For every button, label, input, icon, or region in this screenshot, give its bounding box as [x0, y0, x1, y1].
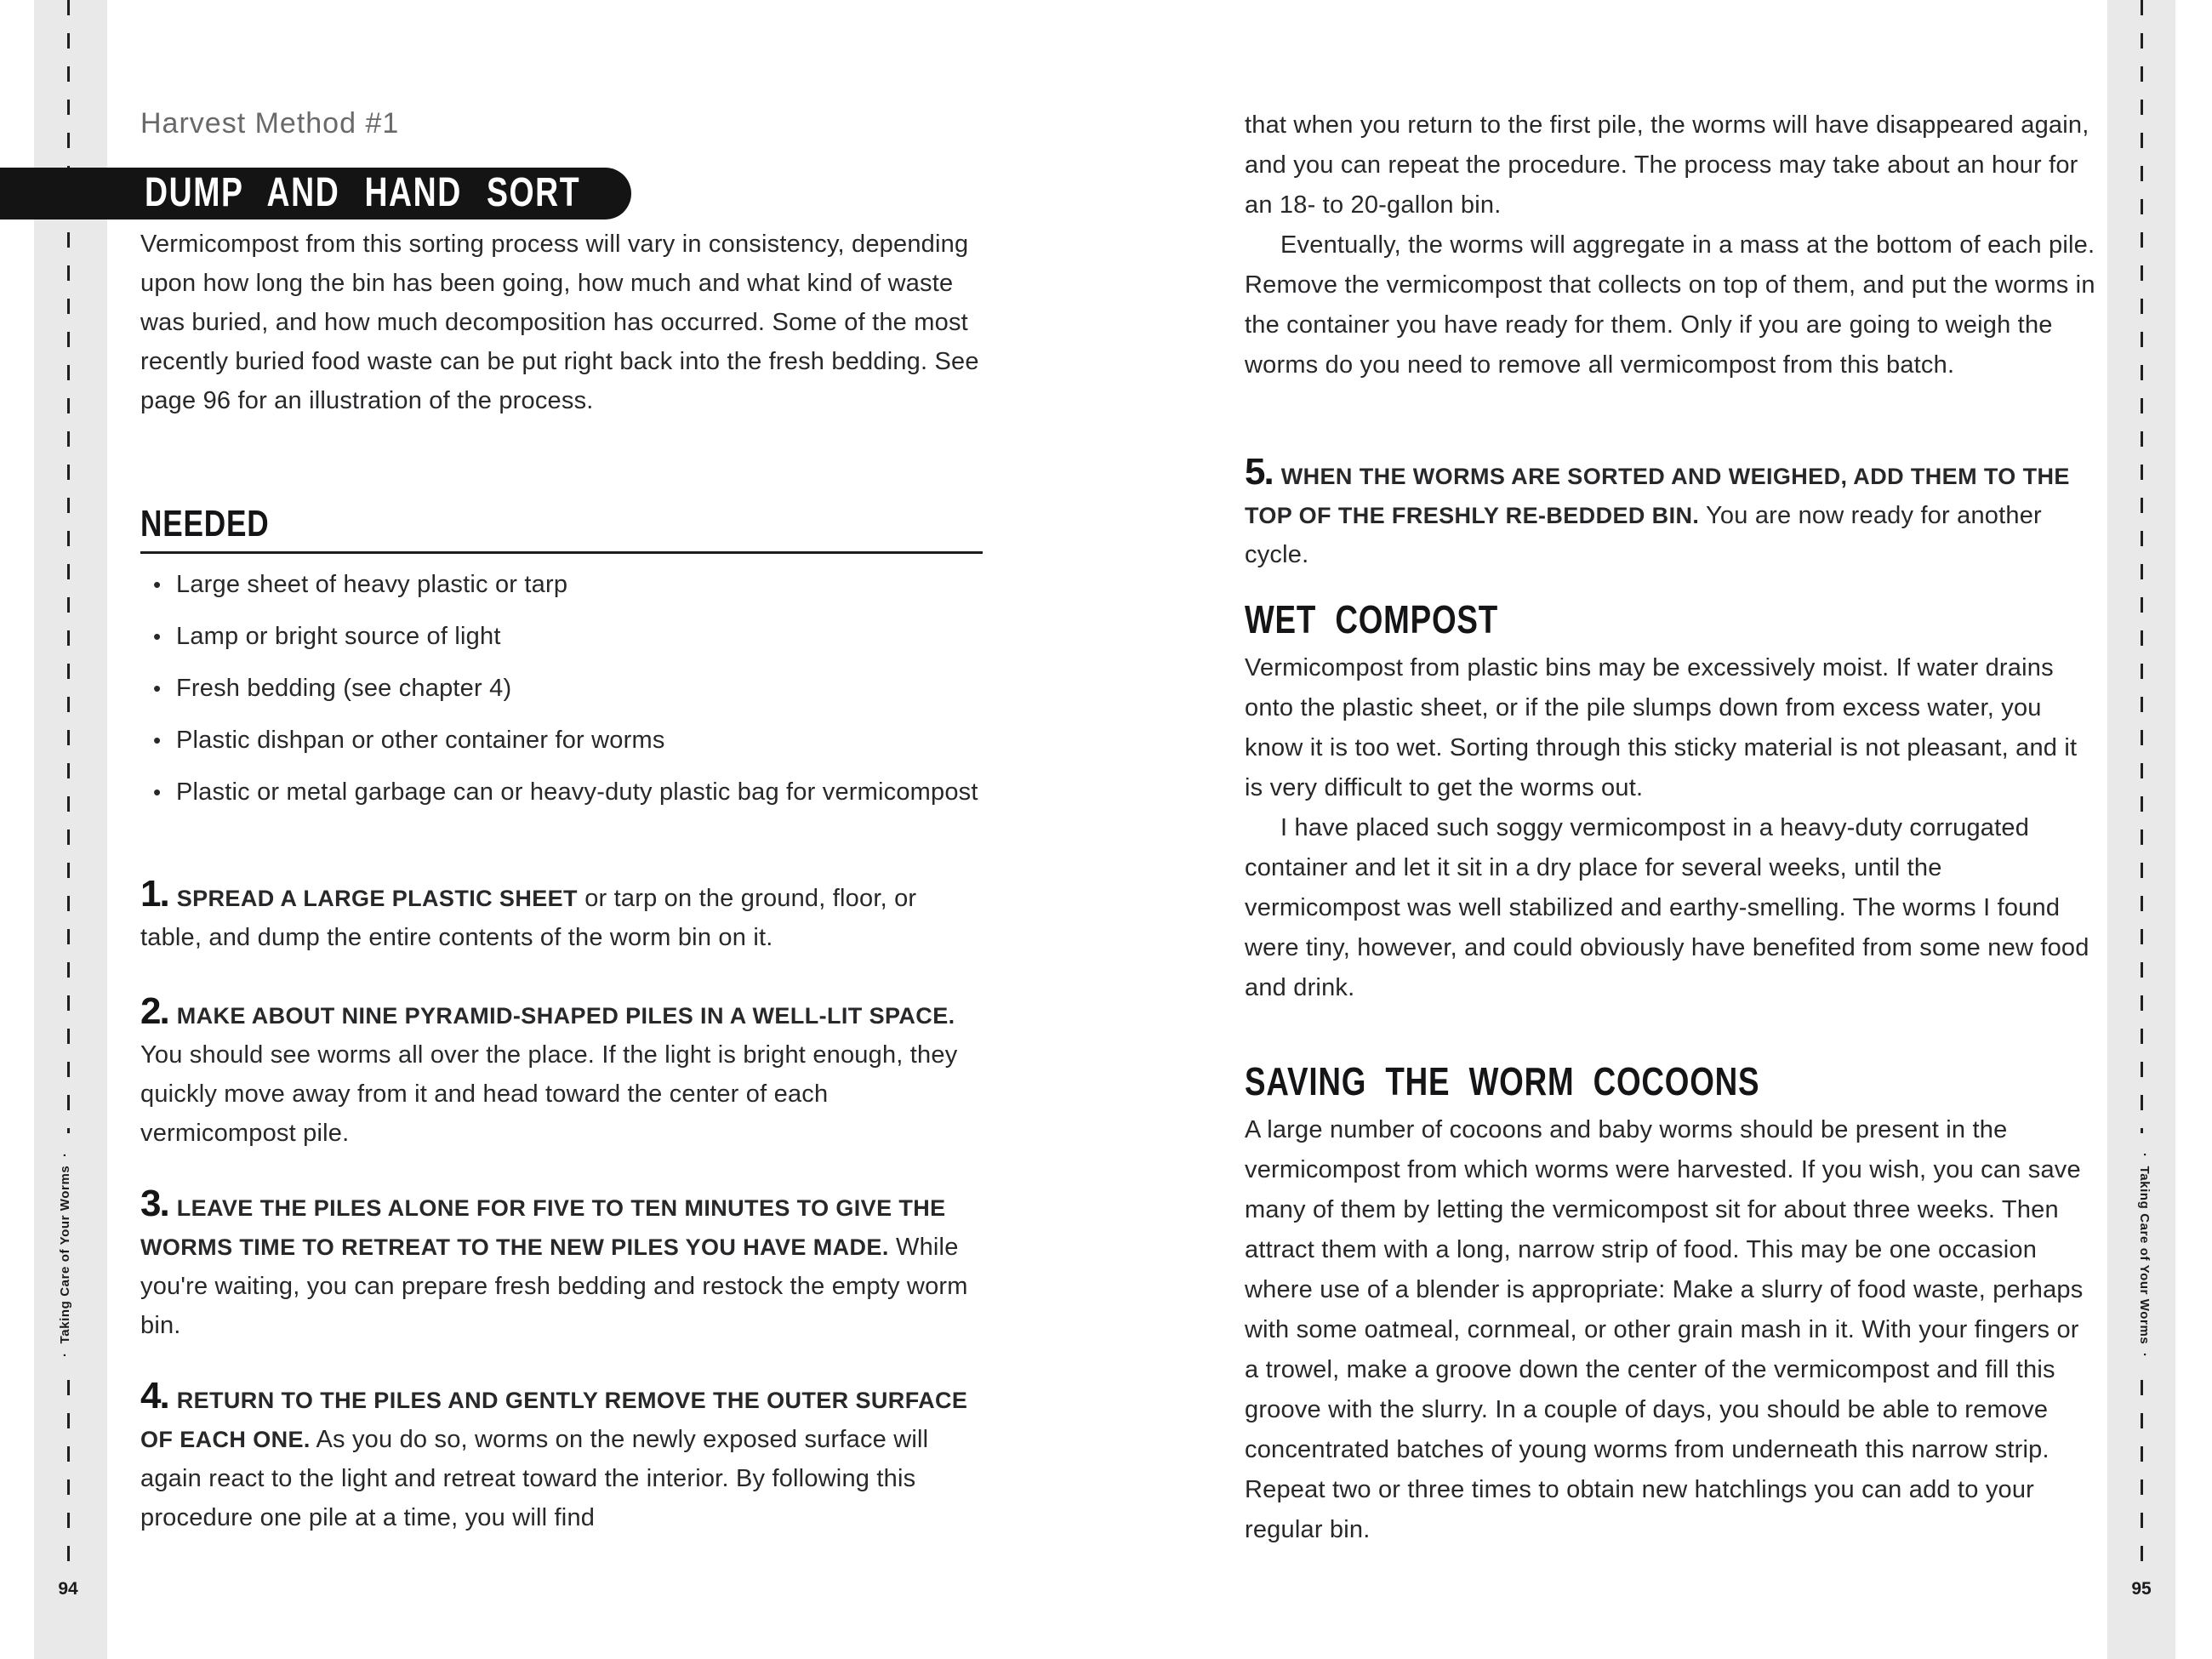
- step-lead-in: LEAVE THE PILES ALONE FOR FIVE TO TEN MINUTES TO GIVE THE WORMS TIME TO RETREAT TO THE NEW PILES YOU HAVE MADE.: [140, 1195, 946, 1260]
- list-item: • Lamp or bright source of light: [140, 617, 983, 656]
- chapter-title-vertical: Taking Care of Your Worms: [2137, 1166, 2152, 1344]
- left-dashed-rule-bottom: [67, 1380, 70, 1565]
- step-body: or tarp on the ground, floor, or table, and dump the entire contents of the worm bin on it.: [140, 885, 917, 951]
- separator-dot: ·: [58, 1352, 72, 1358]
- step-2: [140, 992, 983, 1153]
- step-1: [140, 875, 983, 957]
- step-body: As you do so, worms on the newly exposed surface will again react to the light and retreat toward the interior. By following this procedure one pile at a time, you will find: [140, 1426, 929, 1531]
- kicker-heading: Harvest Method #1: [140, 107, 400, 140]
- step-number: 4.: [140, 1375, 168, 1417]
- needed-list: [140, 565, 983, 824]
- page-number-left: 94: [58, 1579, 78, 1599]
- step-body: You are now ready for another cycle.: [1245, 502, 2042, 568]
- step-3: [140, 1184, 983, 1345]
- wet-compost-heading-block: [1245, 597, 2095, 641]
- step-lead-in: SPREAD A LARGE PLASTIC SHEET: [176, 886, 578, 911]
- right-dashed-rule-top: [2141, 0, 2143, 1133]
- needed-heading-block: [140, 505, 983, 554]
- saving-cocoons-heading: SAVING THE WORM COCOONS: [1245, 1059, 1760, 1103]
- left-chapter-sidebar-text: [58, 1137, 78, 1373]
- needed-heading: NEEDED: [140, 503, 270, 544]
- section-title-banner: [0, 168, 631, 219]
- step-lead-in: WHEN THE WORMS ARE SORTED AND WEIGHED, ADD THEM TO THE TOP OF THE FRESHLY RE-BEDDED BIN.: [1245, 464, 2070, 528]
- step-4: [140, 1377, 983, 1537]
- step-number: 5.: [1245, 451, 1273, 493]
- list-item: • Plastic or metal garbage can or heavy-duty plastic bag for vermicompost: [140, 772, 983, 812]
- right-dashed-rule-bottom: [2141, 1380, 2143, 1565]
- step-body: While you're waiting, you can prepare fresh bedding and restock the empty worm bin.: [140, 1234, 968, 1339]
- section-title: DUMP AND HAND SORT: [145, 170, 581, 215]
- continued-text-block: [1245, 105, 2095, 385]
- saving-cocoons-heading-block: [1245, 1059, 2095, 1103]
- wet-compost-heading: WET COMPOST: [1245, 597, 1499, 641]
- paragraph: I have placed such soggy vermicompost in a heavy-duty corrugated container and let it sit in a dry place for several weeks, until the vermicompost was well stabilized and earthy-smelling. The worms I found were tiny, however, and could obviously have benefited from some new food and drink.: [1245, 814, 2089, 1001]
- list-item: • Large sheet of heavy plastic or tarp: [140, 565, 983, 604]
- paragraph: that when you return to the first pile, the worms will have disappeared again, and you can repeat the procedure. The process may take about an hour for an 18- to 20-gallon bin.: [1245, 111, 2089, 219]
- intro-paragraph: Vermicompost from this sorting process will vary in consistency, depending upon how long the bin has been going, how much and what kind of waste was buried, and how much decomposition has occurred. Some of the most recently buried food waste can be put right back into the fresh bedding. See page 96 for an illustration of the process.: [140, 231, 979, 414]
- step-number: 3.: [140, 1183, 168, 1224]
- paragraph: Eventually, the worms will aggregate in a mass at the bottom of each pile. Remove the vermicompost that collects on top of them, and put the worms in the container you have ready for them. Only if you are going to weigh the worms do you need to remove all vermicompost from this batch.: [1245, 231, 2095, 379]
- paragraph: Vermicompost from plastic bins may be excessively moist. If water drains onto the plastic sheet, or if the pile slumps down from excess water, you know it is too wet. Sorting through this sticky material is not pleasant, and it is very difficult to get the worms out.: [1245, 654, 2078, 801]
- right-chapter-sidebar-text: [2131, 1137, 2152, 1373]
- left-margin-strip: [34, 0, 107, 1659]
- step-number: 1.: [140, 873, 168, 915]
- step-5: [1245, 453, 2095, 574]
- separator-dot: ·: [2137, 1152, 2152, 1158]
- list-item: • Plastic dishpan or other container for worms: [140, 721, 983, 760]
- separator-dot: ·: [2137, 1352, 2152, 1358]
- step-lead-in: MAKE ABOUT NINE PYRAMID-SHAPED PILES IN A WELL-LIT SPACE.: [176, 1003, 955, 1029]
- step-body: You should see worms all over the place. If the light is bright enough, they quickly move away from it and head toward the center of each vermicompost pile.: [140, 1041, 958, 1147]
- chapter-title-vertical: Taking Care of Your Worms: [58, 1166, 72, 1344]
- step-lead-in: RETURN TO THE PILES AND GENTLY REMOVE THE OUTER SURFACE OF EACH ONE.: [140, 1388, 968, 1452]
- page-number-right: 95: [2131, 1579, 2152, 1599]
- saving-cocoons-paragraph: A large number of cocoons and baby worms should be present in the vermicompost from which worms were harvested. If you wish, you can save many of them by letting the vermicompost sit for about three weeks. Then attract them with a long, narrow strip of food. This may be one occasion where use of a blender is appropriate: Make a slurry of food waste, perhaps with some oatmeal, cornmeal, or other grain mash in it. With your fingers or a trowel, make a groove down the center of the vermicompost and fill this groove with the slurry. In a couple of days, you should be able to remove concentrated batches of young worms from underneath this narrow strip. Repeat two or three times to obtain new hatchlings you can add to your regular bin.: [1245, 1116, 2084, 1543]
- step-number: 2.: [140, 990, 168, 1032]
- separator-dot: ·: [58, 1152, 72, 1158]
- wet-compost-text-block: [1245, 648, 2095, 1008]
- list-item: • Fresh bedding (see chapter 4): [140, 669, 983, 708]
